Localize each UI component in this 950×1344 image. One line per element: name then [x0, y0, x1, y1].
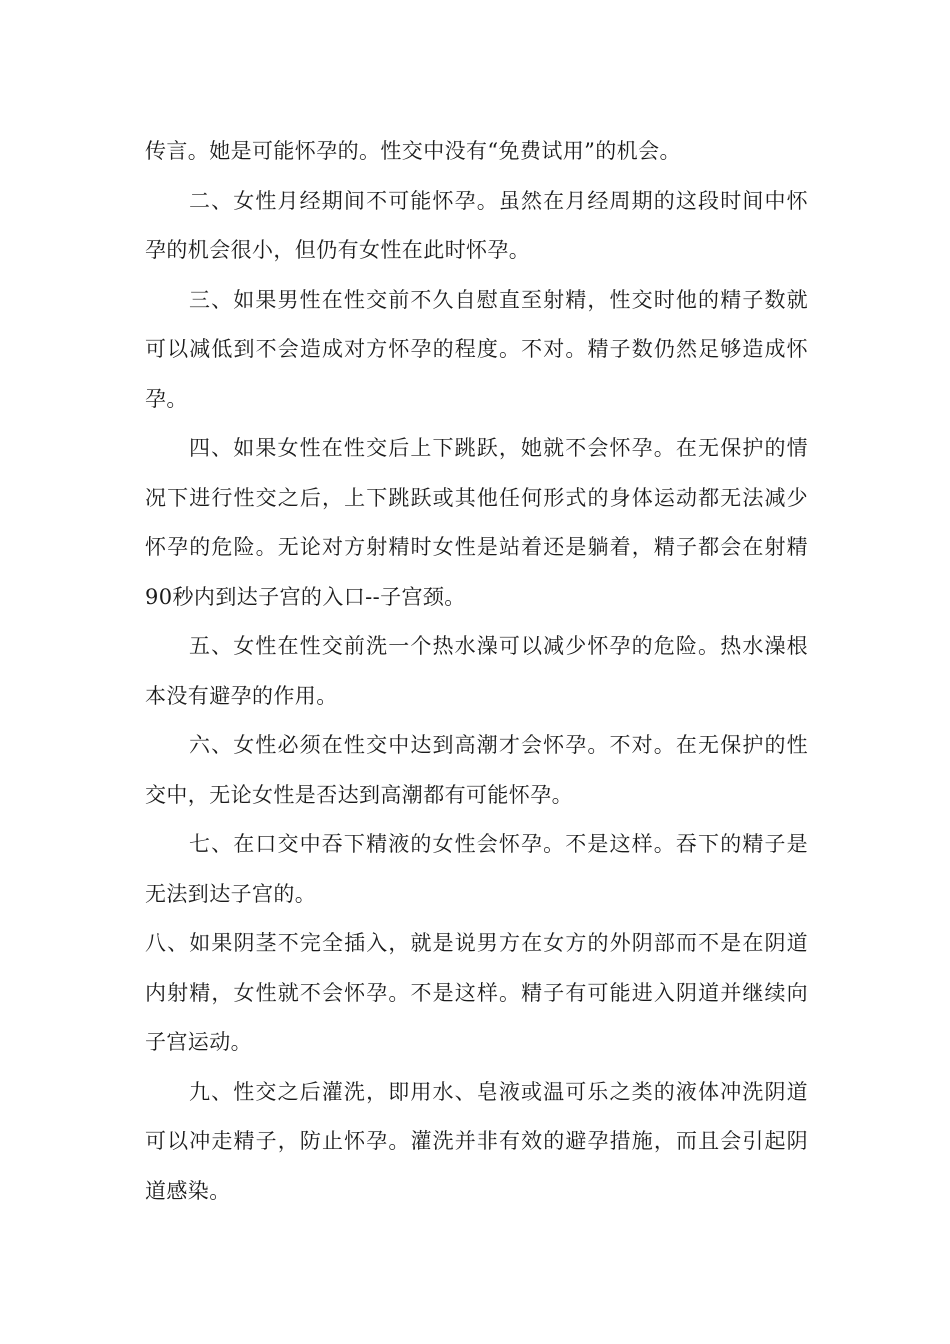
- paragraph-1: 传言。她是可能怀孕的。性交中没有“免费试用”的机会。: [145, 139, 681, 163]
- paragraph-8: 八、如果阴茎不完全插入，就是说男方在女方的外阴部而不是在阴道内射精，女性就不会怀孕。不是这样。精子有可能进入阴道并继续向子宫运动。: [145, 931, 808, 1054]
- paragraph-3: 三、如果男性在性交前不久自慰直至射精，性交时他的精子数就可以减低到不会造成对方怀孕的程度。不对。精子数仍然足够造成怀孕。: [145, 287, 808, 411]
- paragraph-7: 七、在口交中吞下精液的女性会怀孕。不是这样。吞下的精子是无法到达子宫的。: [145, 832, 808, 906]
- paragraph-6: 六、女性必须在性交中达到高潮才会怀孕。不对。在无保护的性交中，无论女性是否达到高潮都有可能怀孕。: [145, 733, 808, 807]
- document-body: [145, 127, 808, 1216]
- paragraph-9: 九、性交之后灌洗，即用水、皂液或温可乐之类的液体冲洗阴道可以冲走精子，防止怀孕。灌洗并非有效的避孕措施，而且会引起阴道感染。: [145, 1079, 808, 1203]
- paragraph-2: 二、女性月经期间不可能怀孕。虽然在月经周期的这段时间中怀孕的机会很小，但仍有女性在此时怀孕。: [145, 188, 808, 262]
- paragraph-5: 五、女性在性交前洗一个热水澡可以减少怀孕的危险。热水澡根本没有避孕的作用。: [145, 634, 808, 708]
- paragraph-4: 四、如果女性在性交后上下跳跃，她就不会怀孕。在无保护的情况下进行性交之后，上下跳跃或其他任何形式的身体运动都无法减少怀孕的危险。无论对方射精时女性是站着还是躺着，精子都会在射精90秒内到达子宫的入口--子宫颈。: [145, 436, 808, 609]
